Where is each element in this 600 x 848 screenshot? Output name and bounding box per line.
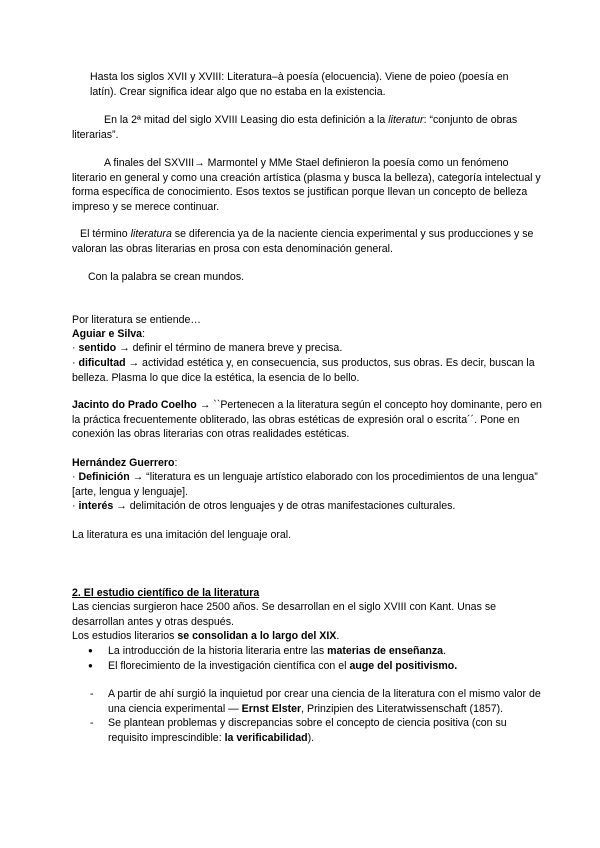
dificultad-bullet: ·	[72, 357, 79, 369]
section-2-heading	[72, 586, 542, 601]
sentido-text: → definir el término de manera breve y precisa.	[116, 342, 343, 354]
list-item	[72, 716, 542, 745]
intro-text-4a: El término	[80, 228, 131, 240]
definitions-lead-text: Por literatura se entiende…	[72, 314, 201, 326]
definitions-lead	[72, 313, 542, 328]
dash-1-end: , Prinzipien des Literatwissenschaft (1857).	[301, 702, 504, 715]
intro-text-1: Hasta los siglos XVII y XVIII: Literatura–à poesía (elocuencia). Viene de poieo (poesía en latín). Crear significa idear algo que no estaba en la existencia.	[90, 71, 509, 98]
sentido-bullet: ·	[72, 342, 79, 354]
intro-term-literatura: literatura	[130, 228, 172, 240]
author-colon-aguiar: :	[142, 328, 146, 340]
dash-1-text: A partir de ahí surgió la inquietud por crear una ciencia de la literatura con el mismo valor de una ciencia experimental —	[108, 688, 541, 715]
bullet-1-end: .	[443, 645, 447, 657]
definicion-text: → “literatura es un lenguaje artístico elaborado con los procedimientos de una lengua” [arte, lengua y lenguaje].	[72, 471, 538, 498]
intro-text-2b: : “conjunto de obras literarias”.	[72, 114, 518, 141]
section-2-paragraph-2	[72, 629, 542, 644]
bullet-2-text: El florecimiento de la investigación científica con el	[108, 659, 350, 672]
definicion-term: Definición	[78, 471, 130, 483]
intro-paragraph-1	[90, 70, 530, 99]
intro-text-3: A finales del SXVIII→ Marmontel y MMe Stael definieron la poesía como un fenómeno literario en general y como una creación artística (plasma y busca la belleza), categoría intelectual y forma específica de conocimiento. Esos textos se justifican porque llevan un concepto de belleza impreso y se merece continuar.	[72, 157, 541, 213]
coelho-quote: → ``Pertenecen a la literatura según el concepto hoy dominante, pero en la práctica frecuentemente obliterado, las obras estéticas de expresión oral o escrita´´. Pone en conexión las obras literarias con otras realidades estéticas.	[72, 399, 542, 441]
sentido-term: sentido	[78, 342, 117, 354]
section-2-dash-list	[72, 687, 542, 745]
intro-paragraph-4	[72, 227, 542, 256]
intro-text-4b: se diferencia ya de la naciente ciencia experimental y sus producciones y se valoran las obras literarias en prosa con esta denominación general.	[72, 228, 534, 255]
interes-term: interés	[78, 500, 114, 512]
dificultad-term: dificultad	[78, 357, 126, 369]
intro-paragraph-3	[72, 156, 542, 214]
author-aguiar	[72, 327, 542, 342]
section-2-text-2c: .	[336, 630, 340, 642]
author-name-aguiar: Aguiar e Silva	[72, 328, 143, 340]
dash-2-end: ).	[307, 731, 315, 744]
intro-text-2a: En la 2ª mitad del siglo XVIII Leasing dio esta definición a la	[104, 114, 389, 126]
author-colon-guerrero: :	[174, 457, 178, 469]
list-item	[72, 687, 542, 716]
list-item	[72, 644, 542, 659]
aguiar-dificultad	[72, 356, 542, 385]
section-2-bullet-list	[72, 644, 542, 673]
author-name-guerrero: Hernández Guerrero	[72, 457, 175, 469]
section-2-heading-text: 2. El estudio científico de la literatura	[72, 587, 260, 599]
intro-term-literatur: literatur	[388, 114, 424, 126]
intro-paragraph-5	[72, 270, 542, 285]
dash-2-bold: la verificabilidad	[224, 731, 308, 744]
imitacion-text: La literatura es una imitación del lenguaje oral.	[72, 529, 292, 541]
intro-text-5: Con la palabra se crean mundos.	[88, 271, 245, 283]
bullet-1-text: La introducción de la historia literaria entre las	[108, 645, 328, 657]
intro-paragraph-2	[72, 113, 542, 142]
section-2-text-1: Las ciencias surgieron hace 2500 años. Se desarrollan en el siglo XVIII con Kant. Unas se desarrollan antes y otras después.	[72, 601, 497, 628]
interes-bullet: ·	[72, 500, 79, 512]
section-2-paragraph-1	[72, 600, 542, 629]
section-2-text-2a: Los estudios literarios	[72, 630, 178, 642]
list-item	[72, 659, 542, 674]
author-guerrero	[72, 456, 542, 471]
bullet-2-bold: auge del positivismo.	[349, 659, 458, 672]
dash-1-bold: Ernst Elster	[241, 702, 302, 715]
dash-2-text: Se plantean problemas y discrepancias sobre el concepto de ciencia positiva (con su requisito imprescindible:	[108, 717, 507, 744]
guerrero-interes	[72, 499, 542, 514]
author-name-coelho: Jacinto do Prado Coelho	[72, 399, 197, 411]
imitacion-paragraph	[72, 528, 542, 543]
author-coelho	[72, 398, 542, 442]
section-2-text-2b: se consolidan a lo largo del XIX	[177, 630, 337, 642]
guerrero-definicion	[72, 470, 542, 499]
bullet-1-bold: materias de enseñanza	[327, 645, 444, 657]
interes-text: → delimitación de otros lenguajes y de otras manifestaciones culturales.	[113, 500, 456, 512]
aguiar-sentido	[72, 341, 542, 356]
dificultad-text: → actividad estética y, en consecuencia, sus productos, sus obras. Es decir, buscan la belleza. Plasma lo que dice la estética, la esencia de lo bello.	[72, 357, 535, 384]
definicion-bullet: ·	[72, 471, 79, 483]
